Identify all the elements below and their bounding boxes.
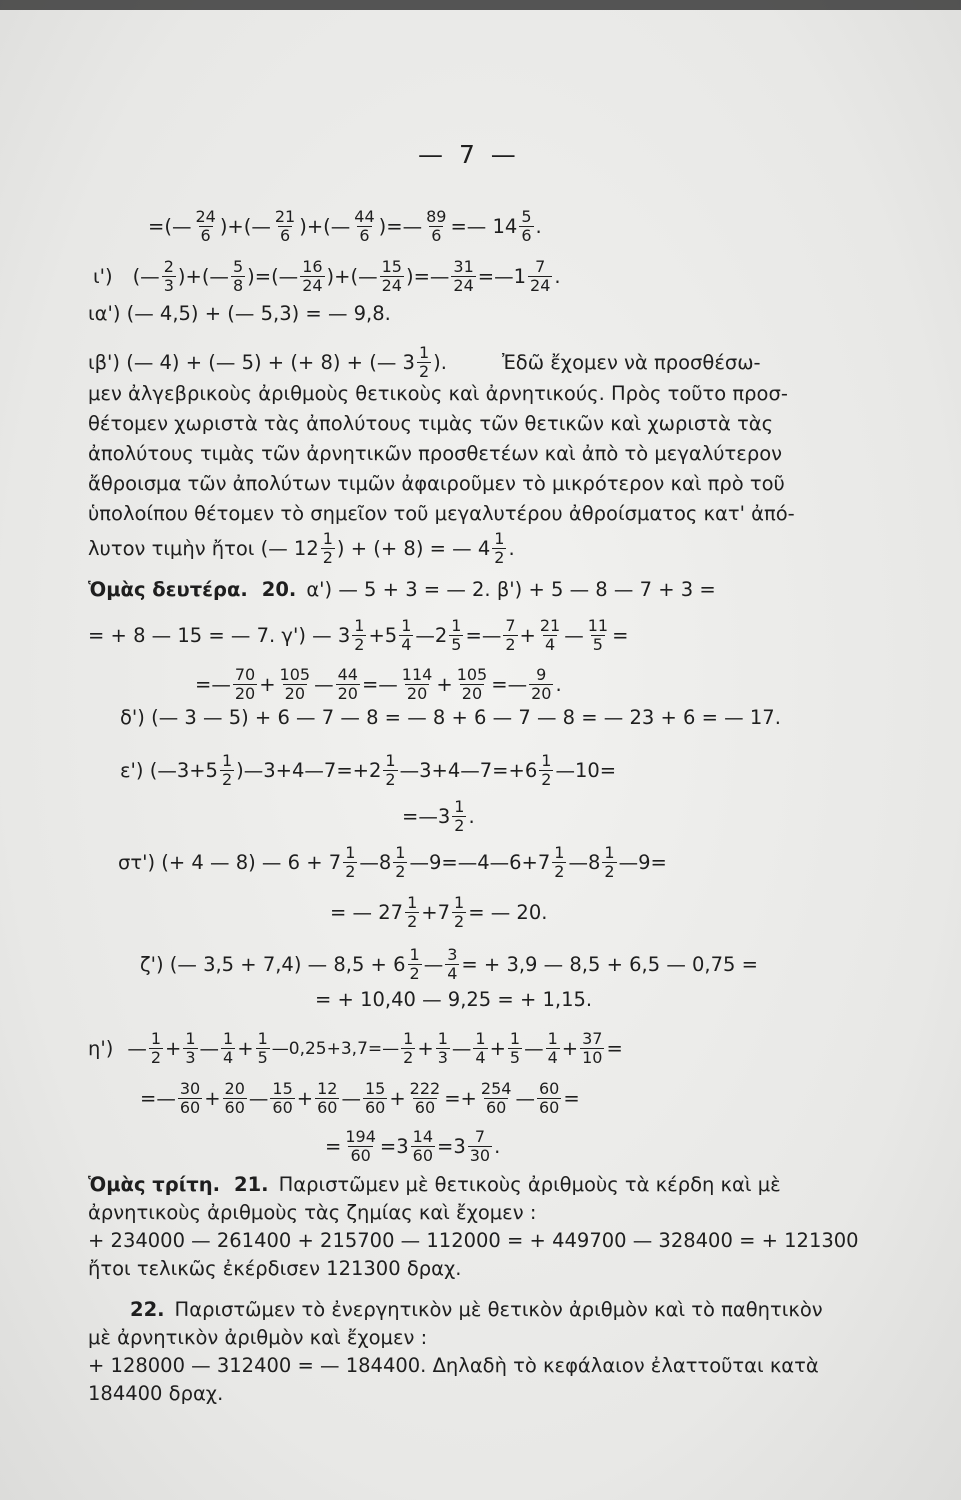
fraction-numerator: 7 <box>474 1127 486 1146</box>
fraction <box>256 1030 270 1067</box>
fraction-numerator: 15 <box>381 257 402 276</box>
fraction <box>233 666 257 703</box>
math-text: Παριστῶμεν τὸ ἐνεργητικὸν μὲ θετικὸν ἀριθμὸν καὶ τὸ παθητικὸν <box>174 1298 823 1321</box>
equation-gamma-continued <box>195 666 562 703</box>
fraction-numerator: 1 <box>451 616 462 635</box>
fraction-denominator: 2 <box>418 362 430 381</box>
fraction <box>411 1128 435 1165</box>
fraction <box>363 1080 387 1117</box>
math-text: = <box>325 1134 342 1158</box>
fraction-denominator: 3 <box>185 1048 196 1067</box>
fraction <box>352 208 376 245</box>
math-text: — <box>515 1086 535 1110</box>
paragraph-line: 184400 δραχ. <box>88 1382 224 1405</box>
fraction <box>424 208 448 245</box>
fraction-denominator: 2 <box>454 816 465 835</box>
fraction-denominator: 24 <box>381 276 402 295</box>
fraction-denominator: 60 <box>486 1098 507 1117</box>
fraction-denominator: 5 <box>592 635 603 654</box>
scan-top-edge <box>0 0 961 10</box>
fraction <box>539 752 553 789</box>
math-text: )=— <box>405 264 450 288</box>
fraction <box>393 844 407 881</box>
fraction <box>586 617 610 654</box>
fraction <box>278 666 313 703</box>
math-text: )+(— <box>177 264 229 288</box>
fraction-numerator: 1 <box>604 843 615 862</box>
math-text: — <box>199 1036 220 1060</box>
math-text: )—3+4—7=+2 <box>236 758 382 782</box>
fraction <box>383 752 397 789</box>
fraction-denominator: 2 <box>494 548 505 567</box>
math-text: 21. <box>234 1173 269 1196</box>
fraction <box>436 1030 450 1067</box>
fraction-denominator: 30 <box>469 1146 491 1165</box>
math-text: =— <box>465 623 502 647</box>
fraction-numerator: 1 <box>257 1029 268 1048</box>
fraction-denominator: 2 <box>554 862 565 881</box>
math-text: 22. <box>130 1298 165 1321</box>
fraction-denominator: 4 <box>447 964 458 983</box>
fraction-denominator: 2 <box>221 770 233 789</box>
fraction-numerator: 9 <box>536 665 547 684</box>
fraction-denominator: 24 <box>453 276 474 295</box>
fraction <box>552 844 566 881</box>
fraction-denominator: 20 <box>337 684 358 703</box>
fraction-numerator: 60 <box>538 1079 560 1098</box>
fraction <box>529 666 553 703</box>
fraction-numerator: 1 <box>354 616 365 635</box>
paragraph-line: ἤτοι τελικῶς ἐκέρδισεν 121300 δραχ. <box>88 1257 462 1280</box>
fraction <box>473 1030 487 1067</box>
fraction-denominator: 5 <box>509 1048 521 1067</box>
fraction-denominator: 2 <box>322 548 333 567</box>
math-text: + <box>237 1036 254 1060</box>
fraction-numerator: 1 <box>345 843 356 862</box>
fraction-numerator: 1 <box>403 1029 414 1048</box>
fraction-numerator: 15 <box>364 1079 386 1098</box>
fraction <box>537 1080 561 1117</box>
math-text: + <box>417 1036 434 1060</box>
math-text: . <box>535 214 542 238</box>
paragraph-line: ἀπολύτους τιμὰς τῶν ἀρνητικῶν προσθετέων καὶ ἀπὸ τὸ μεγαλύτερον <box>88 442 783 465</box>
fraction-numerator: 11 <box>587 616 609 635</box>
page-number: — 7 — <box>418 140 520 169</box>
fraction-denominator: 60 <box>272 1098 293 1117</box>
equation-eta-result <box>325 1128 500 1165</box>
fraction-denominator: 24 <box>302 276 323 295</box>
fraction-numerator: 44 <box>337 665 358 684</box>
fraction <box>417 344 431 381</box>
equation-stigma-continued <box>330 894 547 931</box>
math-text: + <box>436 672 453 696</box>
paragraph-line: + 128000 — 312400 = — 184400. Δηλαδὴ τὸ κεφάλαιον ἐλαττοῦται κατὰ <box>88 1354 819 1377</box>
fraction-numerator: 105 <box>456 665 488 684</box>
fraction-numerator: 24 <box>195 207 216 226</box>
math-text: =— <box>140 1086 176 1110</box>
math-text: — <box>248 1086 269 1110</box>
fraction-numerator: 37 <box>582 1029 603 1048</box>
fraction-numerator: 21 <box>539 616 561 635</box>
fraction-numerator: 1 <box>554 843 565 862</box>
fraction-denominator: 6 <box>431 226 442 245</box>
fraction-denominator: 20 <box>406 684 428 703</box>
fraction-numerator: 1 <box>454 797 465 816</box>
math-text: =— <box>361 672 398 696</box>
paragraph-line-equation <box>88 530 515 567</box>
fraction-numerator: 1 <box>509 1029 521 1048</box>
fraction <box>451 258 475 295</box>
paragraph-line: ἀρνητικοὺς ἀριθμοὺς τὰς ζημίας καὶ ἔχομεν : <box>88 1201 537 1224</box>
fraction <box>405 894 419 931</box>
fraction-denominator: 24 <box>530 276 551 295</box>
equation-eta <box>88 1030 623 1067</box>
fraction-denominator: 2 <box>345 862 356 881</box>
fraction-numerator: 12 <box>317 1079 338 1098</box>
math-text: ) + (+ 8) = — 4 <box>336 536 491 560</box>
fraction <box>452 798 466 835</box>
math-text: —8 <box>359 850 392 874</box>
fraction <box>503 617 517 654</box>
fraction <box>270 1080 294 1117</box>
fraction-denominator: 2 <box>505 635 516 654</box>
fraction-denominator: 2 <box>354 635 365 654</box>
math-text: α') — 5 + 3 = — 2. β') + 5 — 8 — 7 + 3 = <box>306 578 716 601</box>
fraction-denominator: 2 <box>403 1048 414 1067</box>
fraction <box>162 258 176 295</box>
fraction-denominator: 2 <box>407 912 418 931</box>
math-text: — <box>524 1036 544 1060</box>
fraction <box>315 1080 339 1117</box>
fraction-numerator: 70 <box>234 665 256 684</box>
math-text: = + 3,9 — 8,5 + 6,5 — 0,75 = <box>461 952 758 976</box>
fraction-denominator: 60 <box>412 1146 433 1165</box>
math-text: + <box>296 1086 314 1110</box>
problem-22-line <box>130 1298 823 1322</box>
fraction <box>408 946 422 983</box>
math-text: — <box>451 1036 472 1060</box>
fraction <box>380 258 404 295</box>
fraction-denominator: 2 <box>385 770 396 789</box>
math-text: — <box>564 623 584 647</box>
fraction-denominator: 60 <box>317 1098 338 1117</box>
fraction <box>492 530 506 567</box>
fraction-denominator: 60 <box>538 1098 560 1117</box>
math-text: ε') (—3+5 <box>120 758 218 782</box>
math-text: . <box>494 1134 501 1158</box>
fraction-numerator: 7 <box>535 257 546 276</box>
paragraph-line: ἄθροισμα τῶν ἀπολύτων τιμῶν ἀφαιροῦμεν τὸ μικρότερον καὶ πρὸ τοῦ <box>88 472 785 495</box>
math-text: )+(— <box>219 214 271 238</box>
fraction-denominator: 8 <box>232 276 244 295</box>
fraction-numerator: 1 <box>409 945 420 964</box>
equation-iota-beta <box>88 344 888 381</box>
fraction <box>273 208 297 245</box>
math-text: =3 <box>437 1134 466 1158</box>
fraction-numerator: 1 <box>221 751 233 770</box>
fraction <box>408 1080 443 1117</box>
math-text: —8 <box>568 850 601 874</box>
math-text: (— <box>132 264 160 288</box>
math-text: =+ <box>444 1086 477 1110</box>
math-text: η') <box>88 1036 114 1060</box>
fraction-denominator: 4 <box>475 1048 486 1067</box>
fraction-denominator: 60 <box>179 1098 201 1117</box>
fraction <box>546 1030 560 1067</box>
paragraph-line: + 234000 — 261400 + 215700 — 112000 = + 449700 — 328400 = + 121300 <box>88 1229 859 1252</box>
fraction-denominator: 4 <box>223 1048 234 1067</box>
math-text: = <box>606 1036 623 1060</box>
fraction-numerator: 5 <box>521 207 532 226</box>
equation-stigma <box>118 844 667 881</box>
fraction <box>519 208 533 245</box>
fraction <box>193 208 217 245</box>
fraction-denominator: 20 <box>531 684 552 703</box>
fraction-numerator: 15 <box>272 1079 293 1098</box>
section-heading: Ὁμὰς τρίτη. <box>88 1173 221 1196</box>
math-text: =— <box>195 672 231 696</box>
fraction <box>445 946 459 983</box>
math-text: + <box>204 1086 221 1110</box>
math-text: λυτον τιμὴν ἤτοι (— 12 <box>88 536 319 560</box>
math-text: —3+4—7=+6 <box>399 758 538 782</box>
math-text: + <box>561 1036 579 1060</box>
fraction <box>400 666 435 703</box>
fraction-numerator: 1 <box>185 1029 196 1048</box>
math-text: = — 20. <box>468 900 548 924</box>
fraction-denominator: 60 <box>414 1098 436 1117</box>
fraction <box>343 1128 378 1165</box>
equation-zeta-continued: = + 10,40 — 9,25 = + 1,15. <box>315 988 593 1011</box>
fraction-numerator: 21 <box>274 207 296 226</box>
fraction-numerator: 44 <box>354 207 375 226</box>
section-heading: Ὁμὰς δευτέρα. <box>88 578 248 601</box>
fraction-numerator: 1 <box>547 1029 558 1048</box>
equation-iota <box>93 258 561 295</box>
fraction-denominator: 5 <box>451 635 462 654</box>
fraction <box>352 617 366 654</box>
fraction-denominator: 2 <box>150 1048 162 1067</box>
fraction <box>580 1030 604 1067</box>
fraction-numerator: 16 <box>302 257 323 276</box>
math-text: )=— <box>378 214 423 238</box>
math-text: =—3 <box>402 804 451 828</box>
math-text: Ἐδῶ ἔχομεν νὰ προσθέσω- <box>501 350 761 374</box>
paragraph-line: μεν ἀλγεβρικοὺς ἀριθμοὺς θετικοὺς καὶ ἀρνητικούς. Πρὸς τοῦτο προσ- <box>88 382 788 405</box>
fraction-denominator: 2 <box>454 912 465 931</box>
math-text: )=(— <box>247 264 299 288</box>
fraction-numerator: 14 <box>412 1127 433 1146</box>
fraction-denominator: 20 <box>461 684 483 703</box>
fraction-denominator: 4 <box>547 1048 558 1067</box>
fraction-denominator: 6 <box>359 226 370 245</box>
fraction-denominator: 4 <box>544 635 556 654</box>
fraction <box>300 258 324 295</box>
math-text: . <box>508 536 515 560</box>
fraction-numerator: 1 <box>454 893 465 912</box>
fraction <box>508 1030 522 1067</box>
fraction-denominator: 6 <box>279 226 291 245</box>
math-text: =— 14 <box>450 214 518 238</box>
fraction-denominator: 10 <box>582 1048 603 1067</box>
fraction-denominator: 60 <box>350 1146 371 1165</box>
fraction-numerator: 222 <box>409 1079 441 1098</box>
math-text: =(— <box>148 214 192 238</box>
fraction <box>468 1128 492 1165</box>
fraction-denominator: 2 <box>395 862 406 881</box>
fraction <box>602 844 616 881</box>
fraction <box>178 1080 202 1117</box>
paragraph-line: μὲ ἀρνητικὸν ἀριθμὸν καὶ ἔχομεν : <box>88 1326 428 1349</box>
fraction <box>220 752 234 789</box>
fraction-numerator: 1 <box>401 616 412 635</box>
fraction-numerator: 2 <box>163 257 174 276</box>
equation-delta: δ') (— 3 — 5) + 6 — 7 — 8 = — 8 + 6 — 7 — 8 = — 23 + 6 = — 17. <box>120 706 781 729</box>
equation-line-1 <box>148 208 542 245</box>
fraction-denominator: 2 <box>604 862 615 881</box>
fraction-denominator: 60 <box>364 1098 386 1117</box>
math-text: )+(— <box>299 214 351 238</box>
math-text: + <box>165 1036 182 1060</box>
math-text: ι') <box>93 264 113 288</box>
paragraph-line: θέτομεν χωριστὰ τὰς ἀπολύτους τιμὰς τῶν θετικῶν καὶ χωριστὰ τὰς <box>88 412 774 435</box>
group-two-heading <box>88 578 716 602</box>
fraction-numerator: 5 <box>232 257 244 276</box>
fraction-numerator: 1 <box>395 843 406 862</box>
fraction-denominator: 3 <box>163 276 174 295</box>
fraction <box>321 530 335 567</box>
fraction-denominator: 20 <box>234 684 256 703</box>
math-text: Παριστῶμεν μὲ θετικοὺς ἀριθμοὺς τὰ κέρδη καὶ μὲ <box>278 1173 781 1196</box>
math-text: = <box>612 623 629 647</box>
fraction-numerator: 1 <box>494 529 505 548</box>
math-text: — <box>127 1036 147 1060</box>
fraction-numerator: 1 <box>475 1029 486 1048</box>
fraction-numerator: 1 <box>223 1029 234 1048</box>
fraction-denominator: 2 <box>541 770 552 789</box>
fraction <box>538 617 562 654</box>
math-text: . <box>468 804 475 828</box>
math-text: = + 8 — 15 = — 7. γ') — 3 <box>88 623 351 647</box>
fraction <box>452 894 466 931</box>
math-text: +5 <box>368 623 398 647</box>
fraction-denominator: 4 <box>401 635 412 654</box>
math-text: + <box>519 623 536 647</box>
math-text: —2 <box>415 623 448 647</box>
fraction-numerator: 1 <box>418 343 430 362</box>
fraction <box>231 258 245 295</box>
math-text: = <box>563 1086 580 1110</box>
fraction-denominator: 60 <box>224 1098 245 1117</box>
fraction <box>399 617 413 654</box>
paragraph-line: ὑπολοίπου θέτομεν τὸ σημεῖον τοῦ μεγαλυτέρου ἀθροίσματος κατ' ἀπό- <box>88 502 795 525</box>
fraction-denominator: 5 <box>257 1048 268 1067</box>
fraction-numerator: 1 <box>322 529 333 548</box>
fraction-numerator: 194 <box>345 1127 376 1146</box>
fraction-numerator: 1 <box>150 1029 162 1048</box>
fraction-numerator: 105 <box>279 665 311 684</box>
fraction-numerator: 114 <box>401 665 433 684</box>
math-text: 20. <box>261 578 297 601</box>
math-text: ιβ') (— 4) + (— 5) + (+ 8) + (— 3 <box>88 350 415 374</box>
math-text: — <box>341 1086 361 1110</box>
fraction <box>183 1030 197 1067</box>
equation-iota-alpha: ια') (— 4,5) + (— 5,3) = — 9,8. <box>88 302 391 325</box>
fraction-numerator: 89 <box>426 207 447 226</box>
group-three-heading <box>88 1173 781 1197</box>
math-text: —10= <box>555 758 617 782</box>
equation-zeta <box>140 946 758 983</box>
math-text: ). <box>433 350 447 374</box>
equation-epsilon <box>120 752 616 789</box>
fraction-numerator: 20 <box>224 1079 245 1098</box>
math-text: —9=—4—6+7 <box>409 850 551 874</box>
fraction-denominator: 6 <box>521 226 532 245</box>
math-text: +7 <box>421 900 450 924</box>
math-text: — <box>314 672 334 696</box>
fraction <box>343 844 357 881</box>
fraction <box>479 1080 514 1117</box>
fraction <box>223 1080 247 1117</box>
equation-epsilon-continued <box>402 798 475 835</box>
fraction <box>401 1030 415 1067</box>
fraction <box>528 258 552 295</box>
math-text: =— <box>491 672 528 696</box>
fraction-numerator: 30 <box>179 1079 201 1098</box>
fraction-denominator: 3 <box>437 1048 448 1067</box>
fraction-numerator: 7 <box>505 616 516 635</box>
fraction-denominator: 6 <box>200 226 211 245</box>
math-text: = — 27 <box>330 900 404 924</box>
equation-eta-continued <box>140 1080 580 1117</box>
fraction <box>336 666 360 703</box>
math-text: + <box>389 1086 406 1110</box>
math-text: =3 <box>379 1134 409 1158</box>
fraction-numerator: 254 <box>480 1079 512 1098</box>
equation-gamma <box>88 617 628 654</box>
fraction-numerator: 3 <box>447 945 458 964</box>
math-text: )+(— <box>326 264 378 288</box>
math-text: στ') (+ 4 — 8) — 6 + 7 <box>118 850 342 874</box>
fraction-numerator: 1 <box>385 751 396 770</box>
fraction-numerator: 1 <box>407 893 418 912</box>
math-text: —9= <box>618 850 667 874</box>
math-text: —0,25+3,7=— <box>271 1038 400 1059</box>
math-text: + <box>259 672 276 696</box>
fraction <box>455 666 490 703</box>
fraction <box>221 1030 235 1067</box>
math-text: =—1 <box>477 264 527 288</box>
fraction <box>149 1030 163 1067</box>
math-text: ζ') (— 3,5 + 7,4) — 8,5 + 6 <box>140 952 406 976</box>
math-text: . <box>554 264 561 288</box>
fraction-numerator: 1 <box>437 1029 448 1048</box>
fraction-numerator: 1 <box>541 751 552 770</box>
fraction-numerator: 31 <box>453 257 474 276</box>
fraction-denominator: 20 <box>284 684 305 703</box>
fraction <box>449 617 463 654</box>
fraction-denominator: 2 <box>409 964 420 983</box>
math-text: . <box>555 672 562 696</box>
math-text: + <box>489 1036 506 1060</box>
math-text: — <box>423 952 444 976</box>
